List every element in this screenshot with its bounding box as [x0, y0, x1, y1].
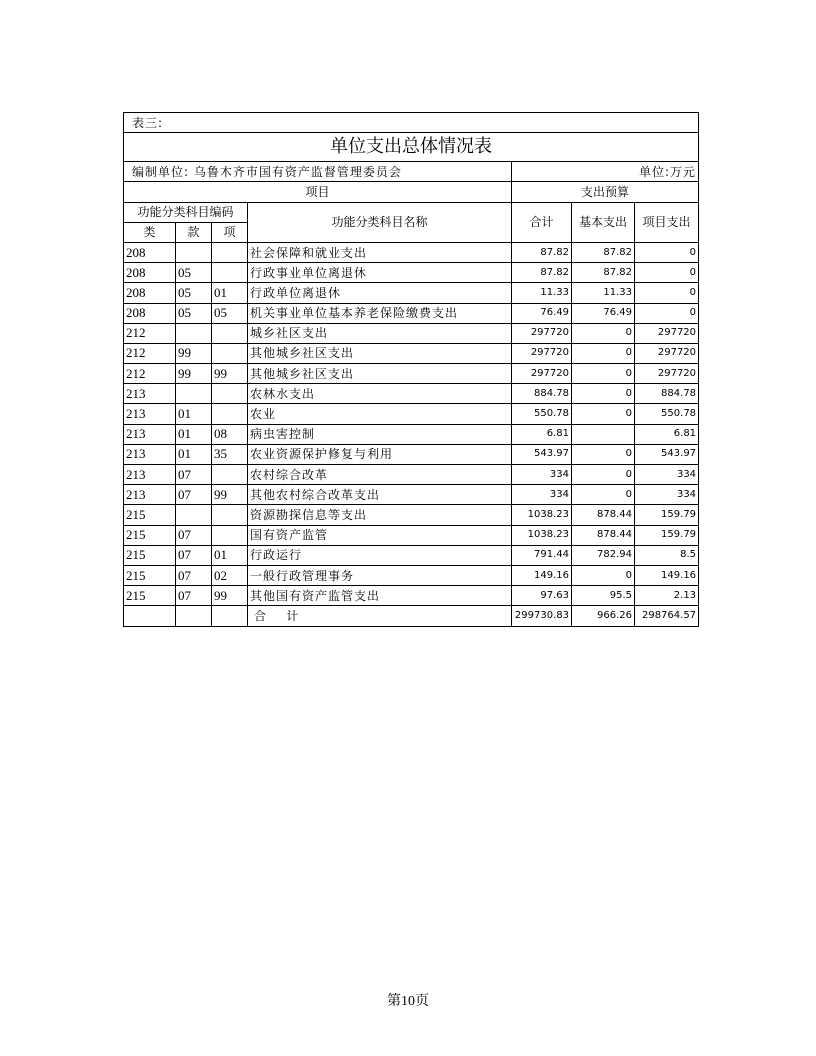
cell-basic: 878.44 — [572, 525, 635, 545]
total-basic: 966.26 — [572, 606, 635, 626]
cell-lei: 215 — [124, 565, 176, 585]
cell-xiang — [212, 323, 248, 343]
cell-kuan: 05 — [176, 303, 212, 323]
cell-kuan: 07 — [176, 465, 212, 485]
total-sum: 299730.83 — [512, 606, 572, 626]
cell-project: 6.81 — [635, 424, 699, 444]
cell-basic: 11.33 — [572, 283, 635, 303]
cell-xiang: 02 — [212, 565, 248, 585]
cell-kuan — [176, 323, 212, 343]
cell-name: 一般行政管理事务 — [248, 565, 512, 585]
table-row — [124, 384, 699, 404]
header-xiang: 项 — [212, 222, 248, 242]
cell-kuan — [176, 384, 212, 404]
cell-project: 2.13 — [635, 586, 699, 606]
header-project-exp: 项目支出 — [635, 202, 699, 242]
table-row — [124, 323, 699, 343]
cell-xiang: 01 — [212, 545, 248, 565]
cell-name: 其他农村综合改革支出 — [248, 485, 512, 505]
cell-xiang: 01 — [212, 283, 248, 303]
expenditure-table — [123, 112, 699, 627]
cell-total: 87.82 — [512, 263, 572, 283]
table-row — [124, 303, 699, 323]
cell-total: 1038.23 — [512, 525, 572, 545]
header-total: 合计 — [512, 202, 572, 242]
cell-total: 543.97 — [512, 444, 572, 464]
cell-project: 0 — [635, 283, 699, 303]
cell-xiang: 99 — [212, 485, 248, 505]
cell-kuan: 07 — [176, 565, 212, 585]
cell-total: 334 — [512, 485, 572, 505]
cell-basic: 87.82 — [572, 263, 635, 283]
cell-basic: 0 — [572, 465, 635, 485]
table-row — [124, 242, 699, 262]
cell-kuan: 07 — [176, 525, 212, 545]
cell-total: 297720 — [512, 323, 572, 343]
cell-xiang — [212, 465, 248, 485]
cell-basic: 0 — [572, 404, 635, 424]
unit-label: 单位:万元 — [512, 162, 699, 182]
table-row — [124, 444, 699, 464]
cell-name: 农村综合改革 — [248, 465, 512, 485]
cell-basic: 0 — [572, 565, 635, 585]
cell-total: 334 — [512, 465, 572, 485]
cell-kuan: 99 — [176, 364, 212, 384]
header-basic: 基本支出 — [572, 202, 635, 242]
cell-basic: 76.49 — [572, 303, 635, 323]
table-row — [124, 586, 699, 606]
cell-lei: 212 — [124, 364, 176, 384]
cell-xiang: 99 — [212, 364, 248, 384]
cell-lei: 212 — [124, 323, 176, 343]
cell-project: 159.79 — [635, 525, 699, 545]
cell-xiang — [212, 384, 248, 404]
cell-lei: 215 — [124, 505, 176, 525]
cell-lei: 208 — [124, 303, 176, 323]
cell-project: 297720 — [635, 323, 699, 343]
cell-project: 543.97 — [635, 444, 699, 464]
cell-kuan: 99 — [176, 343, 212, 363]
cell-xiang — [212, 263, 248, 283]
cell-basic: 878.44 — [572, 505, 635, 525]
unit-row — [124, 162, 699, 182]
cell-name: 行政单位离退休 — [248, 283, 512, 303]
cell-basic: 95.5 — [572, 586, 635, 606]
cell-total: 297720 — [512, 343, 572, 363]
cell-project: 334 — [635, 465, 699, 485]
cell-lei: 213 — [124, 424, 176, 444]
cell-project: 159.79 — [635, 505, 699, 525]
cell-basic: 0 — [572, 364, 635, 384]
cell-name: 其他城乡社区支出 — [248, 343, 512, 363]
table-row — [124, 565, 699, 585]
cell-name: 行政运行 — [248, 545, 512, 565]
cell-project: 297720 — [635, 364, 699, 384]
cell-name: 国有资产监管 — [248, 525, 512, 545]
cell-xiang: 05 — [212, 303, 248, 323]
cell-lei: 213 — [124, 444, 176, 464]
title-row — [124, 133, 699, 162]
cell-name: 资源勘探信息等支出 — [248, 505, 512, 525]
table-row — [124, 283, 699, 303]
table-row — [124, 424, 699, 444]
cell-total: 149.16 — [512, 565, 572, 585]
cell-name: 机关事业单位基本养老保险缴费支出 — [248, 303, 512, 323]
cell-lei: 208 — [124, 242, 176, 262]
cell-total: 791.44 — [512, 545, 572, 565]
cell-xiang — [212, 606, 248, 626]
cell-project: 550.78 — [635, 404, 699, 424]
cell-total: 6.81 — [512, 424, 572, 444]
cell-project: 884.78 — [635, 384, 699, 404]
header-func-code: 功能分类科目编码 — [124, 202, 248, 222]
cell-lei: 213 — [124, 485, 176, 505]
total-label: 合 计 — [248, 606, 512, 626]
cell-name: 农林水支出 — [248, 384, 512, 404]
page-title: 单位支出总体情况表 — [124, 133, 699, 162]
cell-lei: 213 — [124, 384, 176, 404]
table-row — [124, 263, 699, 283]
cell-project: 297720 — [635, 343, 699, 363]
table-row — [124, 343, 699, 363]
cell-name: 社会保障和就业支出 — [248, 242, 512, 262]
cell-project: 8.5 — [635, 545, 699, 565]
cell-kuan: 01 — [176, 424, 212, 444]
table-label-row — [124, 113, 699, 133]
cell-lei: 208 — [124, 263, 176, 283]
cell-total: 297720 — [512, 364, 572, 384]
cell-project: 0 — [635, 303, 699, 323]
cell-lei: 215 — [124, 525, 176, 545]
budget-sheet — [123, 112, 698, 627]
cell-basic: 0 — [572, 444, 635, 464]
cell-kuan — [176, 606, 212, 626]
cell-xiang — [212, 343, 248, 363]
cell-xiang — [212, 242, 248, 262]
cell-project: 149.16 — [635, 565, 699, 585]
header-func-name: 功能分类科目名称 — [248, 202, 512, 242]
cell-lei: 213 — [124, 404, 176, 424]
header-row-2 — [124, 202, 699, 222]
header-lei: 类 — [124, 222, 176, 242]
cell-basic: 87.82 — [572, 242, 635, 262]
cell-lei: 208 — [124, 283, 176, 303]
cell-xiang: 08 — [212, 424, 248, 444]
table-label: 表三: — [124, 113, 699, 133]
header-budget: 支出预算 — [512, 182, 699, 202]
cell-kuan: 01 — [176, 404, 212, 424]
cell-project: 0 — [635, 263, 699, 283]
cell-lei — [124, 606, 176, 626]
cell-basic: 0 — [572, 485, 635, 505]
cell-lei: 212 — [124, 343, 176, 363]
cell-total: 11.33 — [512, 283, 572, 303]
table-row — [124, 505, 699, 525]
header-kuan: 款 — [176, 222, 212, 242]
page-number: 第10页 — [387, 994, 429, 1009]
cell-name: 农业资源保护修复与利用 — [248, 444, 512, 464]
table-row — [124, 485, 699, 505]
table-row — [124, 404, 699, 424]
cell-project: 0 — [635, 242, 699, 262]
cell-total: 550.78 — [512, 404, 572, 424]
cell-kuan: 07 — [176, 586, 212, 606]
header-row-1 — [124, 182, 699, 202]
cell-total: 884.78 — [512, 384, 572, 404]
header-project: 项目 — [124, 182, 512, 202]
cell-kuan: 05 — [176, 263, 212, 283]
cell-kuan — [176, 505, 212, 525]
cell-xiang: 35 — [212, 444, 248, 464]
unit-name: 编制单位: 乌鲁木齐市国有资产监督管理委员会 — [124, 162, 512, 182]
cell-lei: 215 — [124, 545, 176, 565]
cell-kuan — [176, 242, 212, 262]
table-row — [124, 465, 699, 485]
cell-name: 行政事业单位离退休 — [248, 263, 512, 283]
cell-name: 城乡社区支出 — [248, 323, 512, 343]
table-row — [124, 364, 699, 384]
cell-total: 87.82 — [512, 242, 572, 262]
cell-total: 97.63 — [512, 586, 572, 606]
cell-xiang — [212, 525, 248, 545]
cell-kuan: 07 — [176, 545, 212, 565]
cell-basic: 0 — [572, 323, 635, 343]
cell-basic: 782.94 — [572, 545, 635, 565]
cell-xiang: 99 — [212, 586, 248, 606]
table-row — [124, 545, 699, 565]
cell-total: 76.49 — [512, 303, 572, 323]
cell-total: 1038.23 — [512, 505, 572, 525]
cell-kuan: 05 — [176, 283, 212, 303]
total-row — [124, 606, 699, 626]
cell-name: 其他国有资产监管支出 — [248, 586, 512, 606]
cell-lei: 213 — [124, 465, 176, 485]
cell-basic — [572, 424, 635, 444]
cell-basic: 0 — [572, 343, 635, 363]
cell-kuan: 01 — [176, 444, 212, 464]
cell-lei: 215 — [124, 586, 176, 606]
cell-name: 其他城乡社区支出 — [248, 364, 512, 384]
cell-name: 农业 — [248, 404, 512, 424]
cell-kuan: 07 — [176, 485, 212, 505]
cell-xiang — [212, 505, 248, 525]
cell-name: 病虫害控制 — [248, 424, 512, 444]
cell-project: 334 — [635, 485, 699, 505]
cell-basic: 0 — [572, 384, 635, 404]
cell-xiang — [212, 404, 248, 424]
total-project: 298764.57 — [635, 606, 699, 626]
table-row — [124, 525, 699, 545]
